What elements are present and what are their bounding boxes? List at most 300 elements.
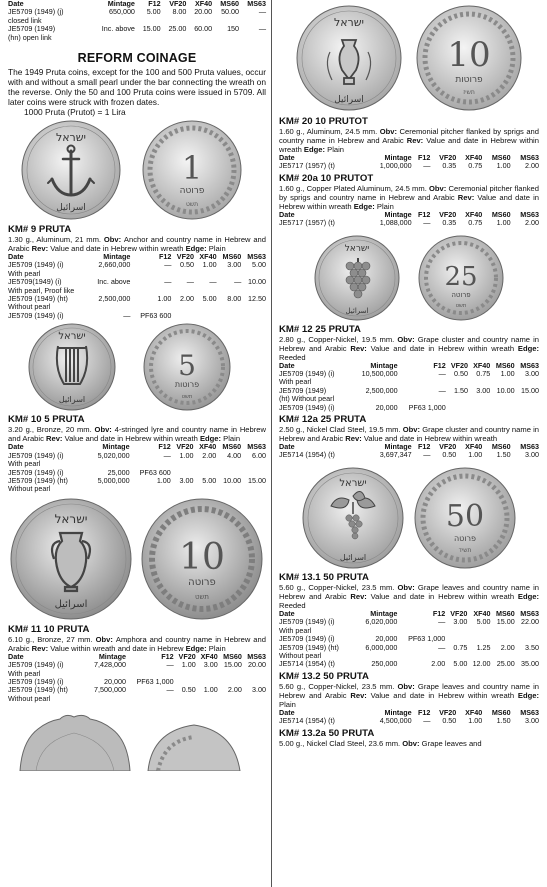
section-equation: 1000 Pruta (Prutot) = 1 Lira [24, 107, 126, 118]
cell-vf20: 0.50 [179, 260, 194, 270]
column-divider [271, 0, 272, 887]
header-mintage: Mintage [370, 360, 398, 370]
row-note: With pearl [279, 377, 312, 387]
table-row [279, 717, 539, 725]
cell-f12: — [423, 161, 431, 171]
cell-date: JE5709 (1949) (i) [8, 310, 64, 320]
cell-vf20: 8.00 [172, 7, 187, 17]
rev-label: Rev: [29, 643, 51, 653]
cell-xf40: — [209, 277, 217, 287]
header-mintage: Mintage [107, 0, 135, 8]
cell-date: JE5709 (1949) (i) [8, 676, 64, 686]
cell-mintage: 3,697,347 [379, 450, 412, 460]
cell-date: JE5709 (1949) (j) [8, 7, 64, 17]
cell-xf40: 1.00 [468, 450, 483, 460]
km9-description [8, 235, 266, 253]
obv-label: Obv: [379, 127, 400, 136]
cell-date: JE5709 (1949) (i) [8, 450, 64, 460]
cell-ms60 [490, 404, 514, 412]
cell-date: JE5709(1949) (i) [8, 277, 62, 287]
cell-ms60: 50.00 [221, 7, 240, 17]
coin-value: 1 [181, 149, 203, 188]
cell-vf20: 2.00 [179, 294, 194, 304]
row-note: Without pearl [279, 650, 322, 660]
header-xf40: XF40 [199, 252, 217, 262]
row-note: With pearl [8, 268, 41, 278]
cell-vf20: 0.50 [181, 685, 196, 695]
coin-legend-arabic: اسرائيل [58, 395, 86, 405]
obv-label: Obv: [397, 334, 418, 344]
edge-label: Edge: [514, 690, 539, 700]
rev-text: Value and date in Hebrew within wreath [370, 591, 515, 601]
header-vf20: VF20 [439, 442, 457, 452]
cell-f12: PF63 600 [140, 310, 172, 320]
km12-price-table [279, 362, 539, 412]
coin-value: 5 [178, 349, 196, 383]
cell-mintage: 6,000,000 [365, 642, 398, 652]
cell-f12: — [164, 277, 172, 287]
header-vf20: VF20 [450, 360, 469, 370]
coin-reverse-10-pruta-image [140, 497, 264, 622]
rev-text: Value and date in Hebrew within wreath [279, 136, 539, 154]
coin-legend-arabic: اسرائيل [345, 306, 369, 315]
cell-f12: — [164, 260, 172, 270]
cell-mintage: 1,088,000 [379, 218, 412, 228]
cell-ms60: 2.00 [227, 685, 242, 695]
edge-text: Plain [376, 201, 394, 211]
cell-ms63: — [258, 24, 266, 34]
rev-label: Rev: [343, 434, 364, 444]
cell-ms60: 1.50 [496, 450, 511, 460]
header-f12: F12 [161, 651, 174, 661]
cell-xf40: 5.00 [202, 294, 217, 304]
cell-xf40: 60.00 [194, 24, 213, 34]
header-vf20: VF20 [450, 608, 468, 618]
rev-text: Value and date in Hebrew within wreath [50, 244, 184, 254]
km20a-price-table [279, 211, 539, 228]
edge-label: Edge: [197, 434, 224, 444]
header-mintage: Mintage [98, 651, 126, 661]
spec-text: 1.60 g., Aluminum, 24.5 mm. [279, 127, 380, 136]
header-date: Date [8, 651, 24, 661]
header-xf40: XF40 [200, 651, 218, 661]
edge-text: Plain [279, 699, 296, 709]
section-title: REFORM COINAGE [77, 51, 197, 66]
cell-ms63: — [258, 7, 266, 17]
cell-vf20 [446, 404, 468, 412]
cell-xf40: 1.00 [203, 685, 218, 695]
table-row [279, 660, 539, 668]
cell-f12: — [438, 617, 446, 627]
cell-f12: — [438, 369, 446, 379]
coin-year: תשט [194, 592, 210, 601]
cell-date: JE5717 (1957) (t) [279, 161, 335, 171]
cell-xf40 [468, 404, 490, 412]
header-date: Date [8, 252, 24, 262]
section-intro: The 1949 Pruta coins, except for the 100 and 500 Pruta values, occur with and without a small pearl under the bar connecting the wreath on the reverse. Only the 50 and 100 Pruta coins were issued in 5709. All later coins were struck with frozen dates. [8, 67, 266, 108]
cell-ms60: 2.00 [500, 642, 515, 652]
header-vf20: VF20 [169, 0, 187, 8]
cell-xf40: 1.00 [468, 716, 483, 726]
cell-mintage: 6,020,000 [365, 617, 398, 627]
spec-text: 5.60 g., Copper-Nickel, 23.5 mm. [279, 582, 398, 592]
km10-title: KM# 10 5 PRUTA [8, 414, 85, 426]
cell-ms60: 1.00 [496, 161, 511, 171]
header-ms60: MS60 [491, 209, 511, 219]
km20a-description [279, 184, 539, 211]
coin-obverse-anchor-image [8, 119, 134, 222]
row-note: Without pearl [8, 302, 51, 312]
coin-images-km10 [8, 322, 266, 412]
cell-vf20: 0.35 [442, 161, 457, 171]
table-row [279, 404, 539, 412]
cell-mintage: 5,020,000 [97, 450, 130, 460]
cell-mintage: — [123, 310, 131, 320]
km10-price-table [8, 443, 266, 493]
cell-ms63: 6.00 [252, 450, 266, 460]
coin-obverse-amphora-image [8, 497, 134, 622]
km9-price-table [8, 253, 266, 320]
cell-mintage: 7,500,000 [93, 685, 126, 695]
km13-1-description [279, 583, 539, 610]
cell-date: JE5709 (1949) (i) [279, 634, 335, 644]
obv-label: Obv: [402, 738, 422, 748]
coin-images-km9 [8, 119, 266, 222]
coin-obverse-grapes-image [312, 234, 402, 322]
coin-obverse-grape-leaves-image [301, 466, 405, 570]
coin-legend-hebrew: ישראל [55, 131, 87, 145]
spec-text: 5.00 g., Nickel Clad Steel, 23.6 mm. [279, 738, 403, 748]
row-note: (hn) open link [8, 32, 52, 42]
header-xf40: XF40 [465, 153, 483, 162]
cell-f12: — [423, 450, 431, 460]
cell-xf40: 0.75 [468, 218, 483, 228]
table-row [8, 261, 266, 269]
cell-f12: 2.00 [431, 659, 446, 669]
spec-text: 1.60 g., Copper Plated Aluminum, 24.5 mm. [279, 183, 429, 193]
coin-reverse-partial-image [148, 725, 240, 771]
cell-ms63: 3.50 [525, 642, 539, 652]
coin-legend-arabic: اسرائيل [339, 552, 367, 562]
obv-text: Ceremonial pitcher flanked by sprigs and country name in Hebrew and Arabic [279, 183, 539, 202]
rev-text: Value and date in Hebrew within wreath [363, 434, 498, 444]
header-ms60: MS60 [491, 153, 511, 162]
coin-unit: פרוטות [174, 380, 200, 390]
km20-title: KM# 20 10 PRUTOT [279, 116, 368, 127]
header-date: Date [279, 442, 295, 452]
table-row [8, 8, 266, 16]
obv-text: Grape leaves and [421, 738, 482, 748]
cell-mintage: Inc. above [101, 24, 135, 34]
coin-reverse-5-pruta-image [142, 322, 232, 412]
cell-ms63: 22.00 [521, 617, 539, 627]
rev-label: Rev: [43, 434, 65, 444]
cell-ms63: 3.00 [525, 369, 539, 379]
edge-text: Reeded [279, 352, 306, 362]
cell-date: JE5709 (1949) (ht) [8, 685, 68, 695]
row-note: With pearl, Proof like [8, 285, 75, 295]
obv-text: Anchor and country name in Hebrew and Arabic [8, 235, 266, 254]
cell-xf40: 1.00 [202, 260, 217, 270]
obv-text: Grape cluster and country name in Hebrew and Arabic [279, 334, 539, 353]
cell-xf40: 3.00 [476, 385, 491, 395]
header-f12: F12 [158, 442, 171, 452]
cell-f12: PF63 1,000 [408, 634, 446, 644]
cell-f12: — [438, 385, 446, 395]
km12a-title: KM# 12a 25 PRUTA [279, 414, 367, 426]
cell-date: JE5709 (1949) (i) [8, 660, 64, 670]
obv-text: Amphora and country name in Hebrew and Arabic [8, 634, 266, 653]
obv-label: Obv: [397, 582, 418, 592]
row-note: closed link [8, 15, 42, 25]
km12-title: KM# 12 25 PRUTA [279, 323, 361, 335]
header-xf40: XF40 [465, 442, 483, 452]
coin-value: 10 [179, 536, 225, 578]
coin-reverse-1-pruta-image [140, 119, 244, 222]
row-note: With pearl [279, 625, 312, 635]
cell-xf40: 0.75 [468, 161, 483, 171]
header-mintage: Mintage [370, 608, 398, 618]
cell-ms60: 25.00 [496, 659, 515, 669]
km13-2a-description [279, 739, 539, 748]
cell-ms63: 12.50 [248, 294, 266, 304]
cell-f12: PF63 1,000 [136, 676, 174, 686]
header-ms60: MS60 [220, 0, 240, 8]
cell-ms60: 15.00 [223, 660, 242, 670]
cell-f12: — [166, 660, 174, 670]
km11-price-table [8, 653, 266, 703]
cell-f12: 1.00 [157, 294, 172, 304]
rev-label: Rev: [29, 244, 51, 254]
coin-legend-hebrew: ישראל [333, 16, 365, 29]
coin-legend-hebrew: ישראל [58, 331, 86, 343]
cell-ms60: — [234, 277, 242, 287]
header-xf40: XF40 [195, 0, 213, 8]
header-f12: F12 [417, 209, 431, 219]
table-row [8, 661, 266, 669]
rev-label: Rev: [346, 343, 371, 353]
km20a-title: KM# 20a 10 PRUTOT [279, 172, 374, 184]
km12-description [279, 335, 539, 362]
header-f12: F12 [417, 442, 431, 452]
edge-label: Edge: [351, 201, 377, 211]
cell-ms63: 15.00 [248, 475, 266, 485]
cell-vf20: 1.00 [179, 450, 194, 460]
header-xf40: XF40 [465, 209, 483, 219]
cell-f12: — [163, 450, 171, 460]
km13-2-description [279, 682, 539, 709]
edge-text: Plain [327, 145, 345, 154]
km10-description [8, 425, 266, 443]
cell-ms60: 1.00 [500, 369, 515, 379]
rev-text: Value and date in Hebrew within wreath [370, 343, 515, 353]
cell-f12: PF63 600 [139, 467, 171, 477]
header-xf40: XF40 [465, 707, 483, 717]
rev-label: Rev: [346, 591, 371, 601]
coin-obverse-lyre-image [8, 322, 136, 412]
header-f12: F12 [417, 707, 431, 717]
table-row-note [8, 695, 266, 703]
cell-xf40: 5.00 [202, 475, 217, 485]
km9-title: KM# 9 PRUTA [8, 224, 72, 236]
km20-price-table [279, 154, 539, 171]
cell-vf20 [171, 312, 194, 320]
header-ms63: MS63 [520, 153, 539, 162]
km12a-price-table [279, 443, 539, 460]
cell-f12: — [166, 685, 174, 695]
cell-ms63: 15.00 [521, 385, 539, 395]
cell-mintage: 2,660,000 [98, 260, 131, 270]
spec-text: 2.50 g., Nickel Clad Steel, 19.5 mm. [279, 425, 403, 435]
row-note: With pearl [8, 459, 41, 469]
header-ms63: MS63 [520, 360, 539, 370]
km11-title: KM# 11 10 PRUTA [8, 623, 90, 635]
coin-obverse-pitcher-image [294, 2, 404, 114]
km12a-description [279, 425, 539, 443]
coin-reverse-25-pruta-image [416, 234, 506, 322]
cell-mintage: 25,000 [107, 467, 130, 477]
coin-unit: פרוטה [451, 290, 471, 299]
header-mintage: Mintage [384, 209, 412, 219]
cell-xf40 [194, 312, 217, 320]
table-row [8, 312, 266, 320]
cell-ms63: 3.00 [525, 716, 539, 726]
row-note: Without pearl [8, 693, 51, 703]
header-mintage: Mintage [102, 442, 130, 452]
coin-year: תשט [185, 201, 199, 209]
cell-date: JE5717 (1957) (t) [279, 218, 335, 228]
km13-2a-title: KM# 13.2a 50 PRUTA [279, 727, 375, 739]
cell-xf40: 0.75 [476, 369, 491, 379]
cell-mintage: 650,000 [108, 7, 135, 17]
cell-mintage: 2,500,000 [98, 294, 131, 304]
coin-year: תשיד [458, 546, 472, 554]
cell-ms60: 3.00 [227, 260, 242, 270]
edge-label: Edge: [514, 343, 539, 353]
obv-label: Obv: [94, 425, 115, 435]
cell-vf20: 0.50 [442, 450, 457, 460]
header-f12: F12 [159, 252, 172, 262]
cell-xf40: 5.00 [476, 617, 491, 627]
header-mintage: Mintage [103, 252, 131, 262]
left-column [8, 0, 266, 771]
header-mintage: Mintage [384, 153, 412, 162]
obv-label: Obv: [103, 235, 124, 245]
coin-images-next-partial [8, 711, 266, 771]
cell-ms63 [515, 404, 539, 412]
coin-value: 25 [444, 261, 478, 292]
cell-mintage: 1,000,000 [379, 161, 412, 171]
cell-vf20: 3.00 [179, 475, 194, 485]
right-column [279, 0, 539, 748]
coin-legend-hebrew: ישראל [344, 243, 370, 254]
cell-date: JE5714 (1954) (t) [279, 716, 335, 726]
header-ms63: MS63 [520, 707, 539, 717]
cell-date: JE5709 (1949) [279, 385, 327, 395]
header-ms60: MS60 [223, 651, 242, 661]
cell-ms63: 10.00 [248, 277, 266, 287]
cell-date: JE5709 (1949) (i) [279, 402, 335, 412]
header-vf20: VF20 [439, 707, 457, 717]
edge-text: Plain [208, 244, 226, 254]
cell-xf40: 2.00 [202, 450, 217, 460]
cell-vf20: — [186, 277, 194, 287]
obv-text: Grape cluster and country name in Hebrew and Arabic [279, 425, 540, 444]
coin-reverse-10-prutot-image [414, 2, 524, 114]
cell-vf20: 1.00 [181, 660, 196, 670]
header-mintage: Mintage [384, 707, 412, 717]
coin-unit: פרוטות [455, 75, 483, 85]
cell-date: JE5709 (1949) [8, 24, 56, 34]
spec-text: 5.60 g., Copper-Nickel, 23.5 mm. [279, 681, 398, 691]
obv-label: Obv: [397, 681, 418, 691]
header-date: Date [8, 0, 24, 8]
km13-2-title: KM# 13.2 50 PRUTA [279, 670, 369, 682]
rev-label: Rev: [346, 690, 371, 700]
cell-date: JE5709 (1949) (ht) [8, 294, 68, 304]
header-ms63: MS63 [247, 442, 266, 452]
header-f12: F12 [432, 608, 446, 618]
table-row-note [8, 34, 266, 42]
row-note: With pearl [8, 668, 41, 678]
obv-text: Grape leaves and country name in Hebrew and Arabic [279, 582, 539, 601]
header-ms60: MS60 [491, 442, 511, 452]
rev-label: Rev: [403, 136, 427, 145]
cell-f12: 1.00 [156, 475, 171, 485]
cell-vf20: 3.00 [453, 617, 468, 627]
edge-label: Edge: [183, 643, 209, 653]
cell-ms63: 35.00 [521, 659, 539, 669]
cell-date: JE5709 (1949) (i) [279, 617, 335, 627]
cell-vf20: 25.00 [168, 24, 187, 34]
cell-ms60: 4.00 [227, 450, 242, 460]
cell-ms60: 8.00 [227, 294, 242, 304]
obv-text: Grape leaves and country name in Hebrew and Arabic [279, 681, 539, 700]
km20-description [279, 127, 539, 154]
cell-ms63 [241, 312, 266, 320]
cell-vf20: 0.50 [442, 716, 457, 726]
cell-f12: PF63 1,000 [408, 402, 446, 412]
coin-images-km11 [8, 497, 266, 622]
header-xf40: XF40 [473, 360, 491, 370]
cell-date: JE5709 (1949) (i) [279, 369, 335, 379]
coin-obverse-scalloped-image [20, 716, 130, 772]
header-ms60: MS60 [495, 360, 515, 370]
obv-label: Obv: [429, 183, 449, 193]
cell-xf40: 20.00 [194, 7, 213, 17]
header-date: Date [279, 360, 295, 370]
header-vf20: VF20 [176, 442, 194, 452]
header-date: Date [8, 442, 24, 452]
obv-label: Obv: [402, 425, 423, 435]
header-f12: F12 [148, 0, 161, 8]
header-xf40: XF40 [473, 608, 491, 618]
cell-mintage: 20,000 [375, 634, 398, 644]
spec-text: 1.30 g., Aluminum, 21 mm. [8, 235, 104, 245]
cell-vf20: 0.75 [453, 642, 468, 652]
header-ms60: MS60 [495, 608, 515, 618]
edge-label: Edge: [301, 145, 328, 154]
cell-ms60: 10.00 [223, 475, 242, 485]
coin-unit: פרוטה [453, 533, 477, 543]
rev-text: Value within wreath and date in Hebrew [50, 643, 184, 653]
cell-vf20: 0.35 [442, 218, 457, 228]
edge-text: Plain [223, 434, 241, 444]
cell-ms63: 2.00 [525, 218, 539, 228]
header-ms60: MS60 [491, 707, 511, 717]
cell-date: JE5709 (1949) (i) [8, 260, 64, 270]
km13-2-price-table [279, 709, 539, 726]
